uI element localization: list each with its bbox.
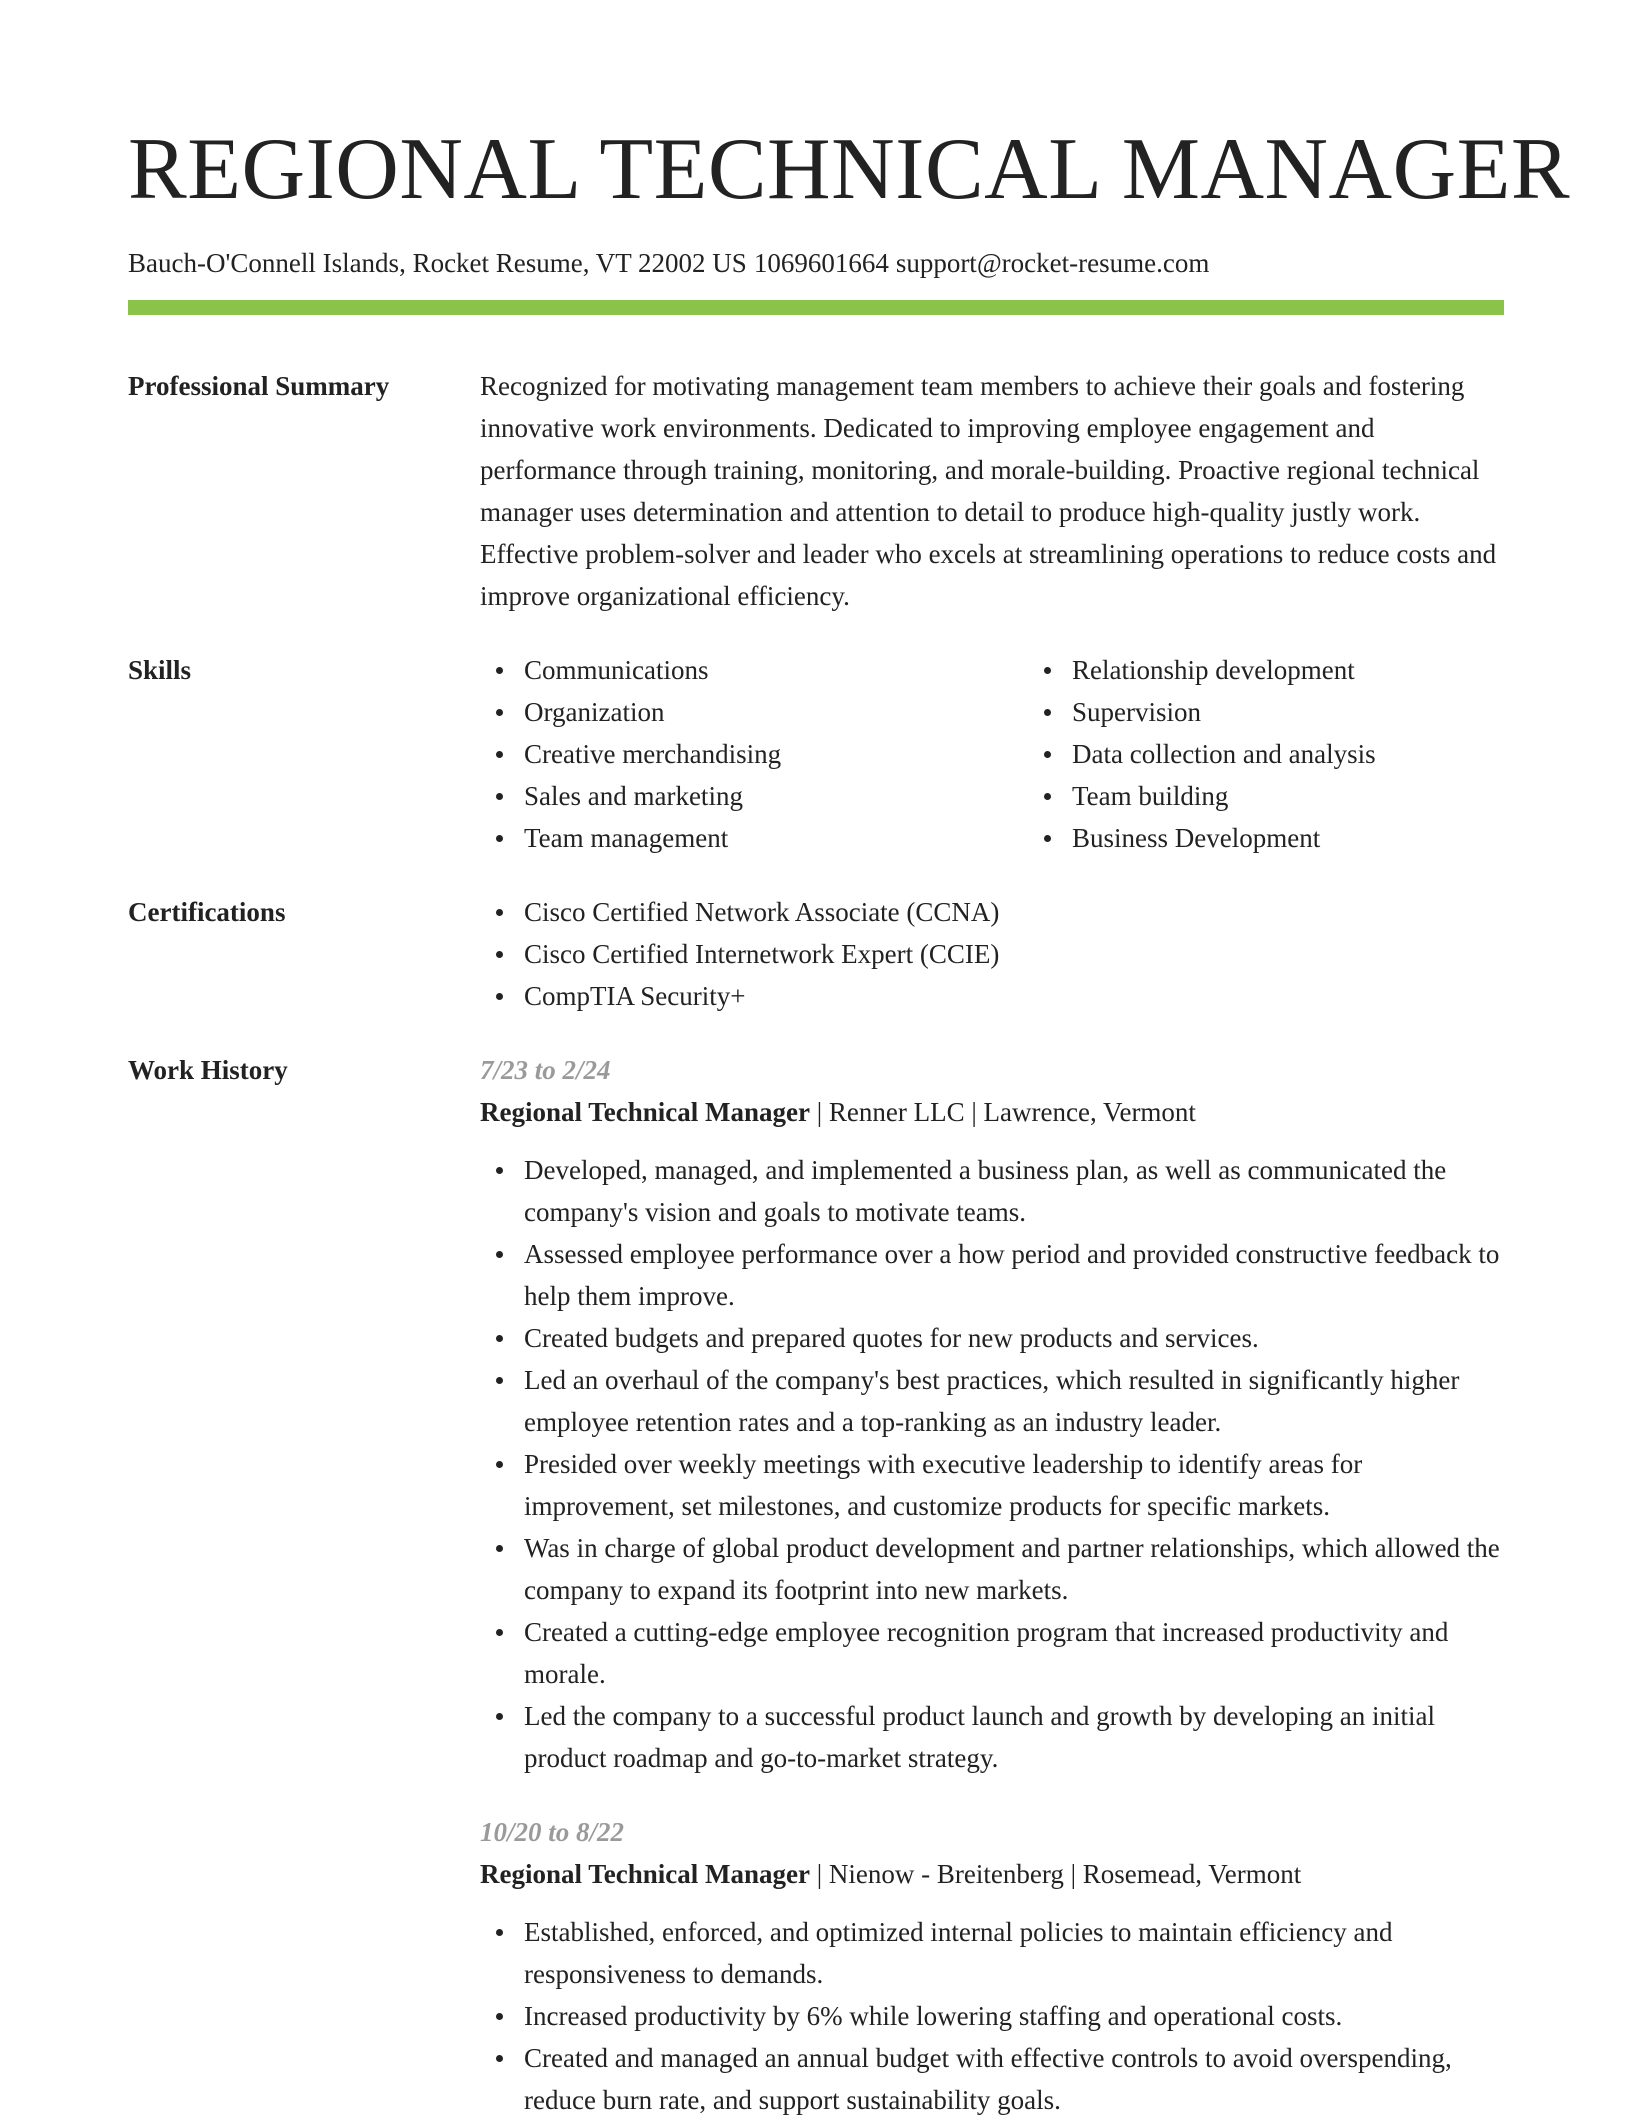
list-item: Data collection and analysis	[1072, 733, 1576, 775]
resume-page	[128, 118, 1571, 2121]
section-heading-skills: Skills	[128, 655, 192, 685]
contact-phone: 1069601664	[753, 248, 889, 278]
list-item: Sales and marketing	[524, 775, 1028, 817]
list-item: Developed, managed, and implemented a business plan, as well as communicated the company's vision and goals to motivate teams.	[524, 1149, 1504, 1233]
job-entry	[480, 1049, 1504, 1779]
section-heading-summary: Professional Summary	[128, 371, 390, 401]
job-header	[480, 1091, 1504, 1133]
summary-text: Recognized for motivating management team members to achieve their goals and fostering innovative work environments. Dedicated to improving employee engagement and performance through training, monitoring, and morale-building. Proactive regional technical manager uses determination and attention to detail to produce high-quality justly work. Effective problem-solver and leader who excels at streamlining operations to reduce costs and improve organizational efficiency.	[480, 371, 1497, 611]
list-item: Team management	[524, 817, 1028, 859]
list-item: CompTIA Security+	[524, 975, 1504, 1017]
list-item: Created budgets and prepared quotes for new products and services.	[524, 1317, 1504, 1359]
list-item: Communications	[524, 649, 1028, 691]
job-dates: 7/23 to 2/24	[480, 1055, 611, 1085]
job-bullets	[480, 1149, 1504, 1779]
contact-email: support@rocket-resume.com	[895, 248, 1210, 278]
job-details: | Renner LLC | Lawrence, Vermont	[810, 1097, 1196, 1127]
list-item: Led an overhaul of the company's best practices, which resulted in significantly higher employee retention rates and a top-ranking as an industry leader.	[524, 1359, 1504, 1443]
list-item: Created a cutting-edge employee recognition program that increased productivity and morale.	[524, 1611, 1504, 1695]
job-bullets	[480, 1911, 1504, 2121]
accent-divider	[128, 300, 1504, 315]
section-heading-work-history: Work History	[128, 1055, 288, 1085]
list-item: Established, enforced, and optimized internal policies to maintain efficiency and responsiveness to demands.	[524, 1911, 1504, 1995]
professional-summary-section	[128, 365, 1504, 617]
certifications-section	[128, 891, 1504, 1017]
job-title: Regional Technical Manager	[480, 1097, 810, 1127]
list-item: Business Development	[1072, 817, 1576, 859]
list-item: Assessed employee performance over a how period and provided constructive feedback to help them improve.	[524, 1233, 1504, 1317]
contact-address: Bauch-O'Connell Islands, Rocket Resume, VT 22002 US	[128, 248, 747, 278]
work-history-section	[128, 1049, 1504, 2121]
skills-list-right	[1028, 649, 1576, 859]
list-item: Was in charge of global product development and partner relationships, which allowed the company to expand its footprint into new markets.	[524, 1527, 1504, 1611]
skills-section	[128, 649, 1504, 859]
list-item: Relationship development	[1072, 649, 1576, 691]
list-item: Team building	[1072, 775, 1576, 817]
list-item: Cisco Certified Internetwork Expert (CCIE)	[524, 933, 1504, 975]
list-item: Organization	[524, 691, 1028, 733]
certifications-list	[480, 891, 1504, 1017]
job-title: Regional Technical Manager	[480, 1859, 810, 1889]
list-item: Creative merchandising	[524, 733, 1028, 775]
job-header	[480, 1853, 1504, 1895]
list-item: Supervision	[1072, 691, 1576, 733]
section-heading-certifications: Certifications	[128, 897, 286, 927]
list-item: Increased productivity by 6% while lowering staffing and operational costs.	[524, 1995, 1504, 2037]
job-details: | Nienow - Breitenberg | Rosemead, Vermont	[810, 1859, 1302, 1889]
contact-line	[128, 246, 1504, 280]
list-item: Created and managed an annual budget with effective controls to avoid overspending, reduce burn rate, and support sustainability goals.	[524, 2037, 1504, 2121]
job-dates: 10/20 to 8/22	[480, 1817, 625, 1847]
list-item: Led the company to a successful product launch and growth by developing an initial product roadmap and go-to-market strategy.	[524, 1695, 1504, 1779]
skills-list-left	[480, 649, 1028, 859]
resume-name-title: REGIONAL TECHNICAL MANAGER	[128, 121, 1571, 218]
list-item: Presided over weekly meetings with executive leadership to identify areas for improvement, set milestones, and customize products for specific markets.	[524, 1443, 1504, 1527]
list-item: Cisco Certified Network Associate (CCNA)	[524, 891, 1504, 933]
job-entry	[480, 1811, 1504, 2121]
